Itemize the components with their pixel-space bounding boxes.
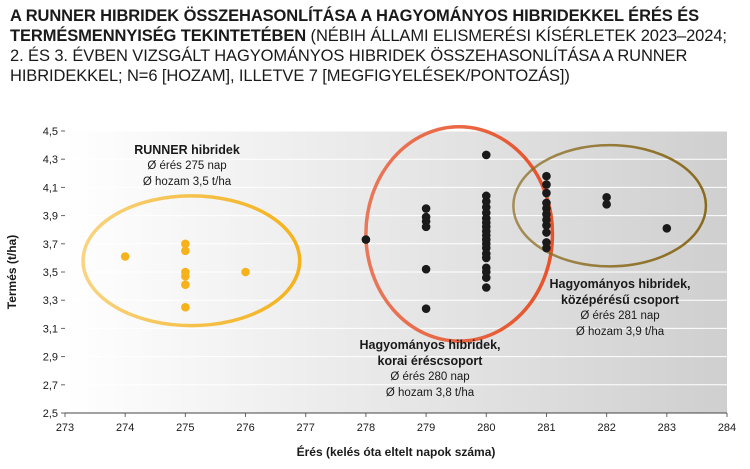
data-point-series-0 [181, 303, 190, 312]
x-tick-label: 275 [176, 422, 195, 434]
x-axis-label: Érés (kelés óta eltelt napok száma) [296, 445, 496, 459]
y-tick-label: 4,5 [42, 126, 58, 138]
x-tick-label: 284 [717, 422, 737, 434]
early-group-yield: Ø hozam 3,8 t/ha [385, 387, 475, 399]
chart-title-bold: A RUNNER HIBRIDEK ÖSSZEHASONLÍTÁSA A HAGYOMÁNYOS HIBRIDEKKEL ÉRÉS ÉS TERMÉSMENNYISÉG TEKINTETÉBEN [10, 7, 700, 45]
data-point-series-2 [542, 189, 551, 198]
data-point-series-2 [542, 172, 551, 181]
data-point-series-2 [542, 180, 551, 189]
y-axis-label: Termés (t/ha) [5, 234, 19, 310]
data-point-series-1 [482, 283, 491, 292]
x-tick-label: 280 [477, 422, 496, 434]
chart-title-rest: (NÉBIH ÁLLAMI ELISMERÉSI KÍSÉRLETEK 2023–2024; 2. ÉS 3. ÉVBEN VIZSGÁLT HAGYOMÁNYOS HIBRIDEK ÖSSZEHASONLÍTÁSA A RUNNER HIBRIDEKKEL; N=6 [HOZAM], ILLETVE 7 [MEGFIGYELÉSEK/PONTOZÁS]) [10, 27, 727, 85]
data-point-series-1 [422, 204, 431, 213]
x-tick-label: 279 [416, 422, 436, 434]
runner-maturity: Ø érés 275 nap [147, 160, 227, 172]
mid-group-heading-1: Hagyományos hibridek, [549, 277, 691, 291]
x-tick-label: 274 [116, 422, 135, 434]
data-point-series-1 [422, 304, 431, 313]
data-point-series-2 [542, 228, 551, 237]
data-point-series-0 [241, 268, 250, 277]
x-tick-label: 282 [597, 422, 616, 434]
data-point-series-2 [542, 244, 551, 253]
y-tick-label: 3,3 [42, 295, 58, 308]
data-point-series-0 [181, 280, 190, 289]
data-point-series-2 [602, 200, 611, 209]
x-tick-label: 281 [537, 422, 556, 434]
early-group-annotation [345, 337, 515, 401]
y-tick-label: 4,1 [42, 182, 58, 195]
x-tick-label: 277 [296, 422, 315, 434]
x-tick-label: 276 [236, 422, 255, 434]
x-tick-label: 278 [356, 422, 376, 434]
runner-name: RUNNER [134, 143, 188, 157]
early-group-heading-1: Hagyományos hibridek, [359, 338, 501, 352]
runner-annotation [112, 142, 262, 190]
data-point-series-1 [482, 151, 491, 160]
y-tick-label: 2,5 [42, 408, 58, 420]
data-point-series-2 [663, 224, 672, 233]
y-tick-label: 3,7 [42, 238, 58, 251]
data-point-series-1 [482, 254, 491, 263]
y-tick-label: 3,9 [42, 210, 58, 223]
runner-annotation-heading [112, 142, 262, 158]
y-tick-label: 4,3 [42, 154, 58, 167]
y-tick-label: 3,1 [42, 323, 58, 336]
mid-group-maturity: Ø érés 281 nap [580, 310, 660, 322]
data-point-series-1 [422, 223, 431, 232]
mid-group-heading-2: középérésű csoport [560, 293, 680, 307]
data-point-series-1 [422, 265, 431, 274]
mid-group-annotation [535, 276, 705, 340]
data-point-series-1 [362, 235, 371, 244]
data-point-series-0 [121, 252, 130, 261]
data-point-series-0 [181, 268, 190, 277]
x-tick-label: 273 [55, 422, 75, 434]
runner-yield: Ø hozam 3,5 t/ha [142, 176, 232, 188]
data-point-series-0 [181, 247, 190, 256]
y-tick-label: 2,9 [42, 351, 58, 364]
y-tick-label: 3,5 [42, 267, 58, 279]
y-tick-label: 2,7 [42, 379, 58, 392]
early-group-heading-2: korai éréscsoport [377, 354, 483, 368]
runner-name-rest: hibridek [187, 143, 240, 157]
early-group-maturity: Ø érés 280 nap [390, 371, 470, 383]
data-point-series-1 [482, 273, 491, 282]
mid-group-yield: Ø hozam 3,9 t/ha [575, 326, 665, 338]
x-tick-label: 283 [657, 422, 676, 434]
